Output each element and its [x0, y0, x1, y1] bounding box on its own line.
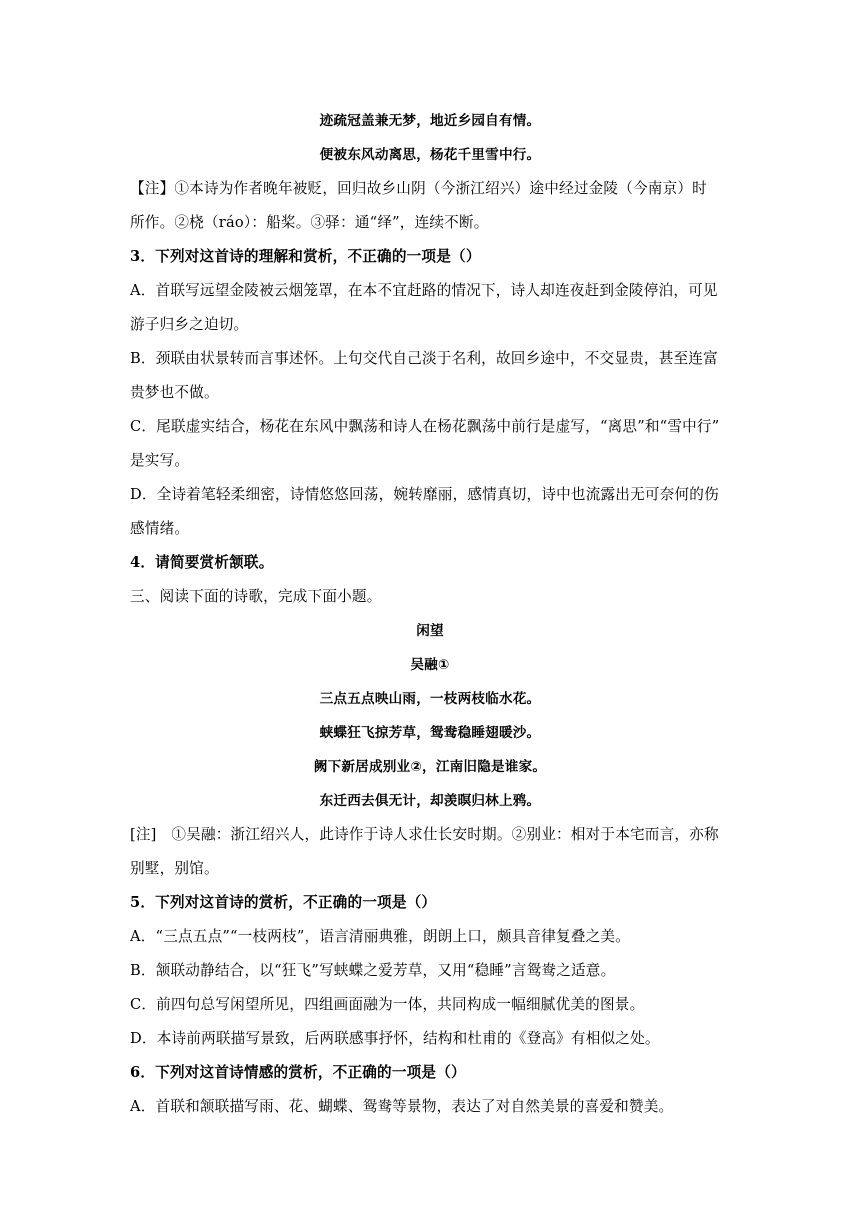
note-line: 别墅，别馆。	[130, 860, 219, 877]
note-line: 所作。②桡（ráo）：船桨。③驿：通“绎”，连续不断。	[130, 214, 489, 231]
note-line: [注] ①吴融：浙江绍兴人，此诗作于诗人求仕长安时期。②别业：相对于本宅而言，亦称	[130, 826, 719, 843]
option-c: C．尾联虚实结合，杨花在东风中飘荡和诗人在杨花飘荡中前行是虚写，“离思”和“雪中行”	[130, 418, 720, 435]
question-4: 4．请简要赏析颔联。	[130, 554, 274, 571]
option-a: A．“三点五点”“一枝两枝”，语言清丽典雅，朗朗上口，颇具音律复叠之美。	[130, 928, 630, 945]
option-d: D．本诗前两联描写景致，后两联感事抒怀，结构和杜甫的《登高》有相似之处。	[130, 1030, 660, 1047]
option-d: D．全诗着笔轻柔细密，诗情悠悠回荡，婉转靡丽，感情真切，诗中也流露出无可奈何的伤	[130, 486, 719, 503]
poem-line: 三点五点映山雨，一枝两枝临水花。	[319, 691, 541, 707]
option-b-cont: 贵梦也不做。	[130, 384, 219, 401]
option-c-cont: 是实写。	[130, 452, 190, 469]
poem-line: 迹疏冠盖兼无梦，地近乡园自有情。	[319, 113, 541, 129]
option-a: A．首联和颔联描写雨、花、蝴蝶、鸳鸯等景物，表达了对自然美景的喜爱和赞美。	[130, 1098, 674, 1115]
poem-author: 吴融①	[410, 657, 450, 673]
option-d-cont: 感情绪。	[130, 520, 190, 537]
question-5: 5．下列对这首诗的赏析，不正确的一项是（）	[130, 894, 437, 911]
poem-line: 便被东风动离思，杨花千里雪中行。	[319, 147, 541, 163]
poem-line: 阙下新居成别业②，江南旧隐是谁家。	[313, 759, 547, 775]
poem-title: 闲望	[416, 623, 444, 639]
option-a-cont: 游子归乡之迫切。	[130, 316, 249, 333]
poem-line: 东迁西去俱无计，却羡暝归林上鸦。	[319, 793, 541, 809]
option-c: C．前四句总写闲望所见，四组画面融为一体，共同构成一幅细腻优美的图景。	[130, 996, 645, 1013]
option-b: B．颔联动静结合，以“狂飞”写蛱蝶之爱芳草，又用“稳睡”言鸳鸯之适意。	[130, 962, 616, 979]
option-b: B．颈联由状景转而言事述怀。上句交代自己淡于名利，故回乡途中，不交显贵，甚至连富	[130, 350, 718, 367]
option-a: A．首联写远望金陵被云烟笼罩，在本不宜赶路的情况下，诗人却连夜赶到金陵停泊，可见	[130, 282, 718, 299]
note-line: 【注】①本诗为作者晚年被贬，回归故乡山阴（今浙江绍兴）途中经过金陵（今南京）时	[130, 180, 707, 197]
question-3: 3．下列对这首诗的理解和赏析，不正确的一项是（）	[130, 248, 481, 265]
question-6: 6．下列对这首诗情感的赏析，不正确的一项是（）	[130, 1064, 466, 1081]
poem-line: 蛱蝶狂飞掠芳草，鸳鸯稳睡翅暖沙。	[319, 725, 541, 741]
section-heading: 三、阅读下面的诗歌，完成下面小题。	[130, 588, 382, 605]
